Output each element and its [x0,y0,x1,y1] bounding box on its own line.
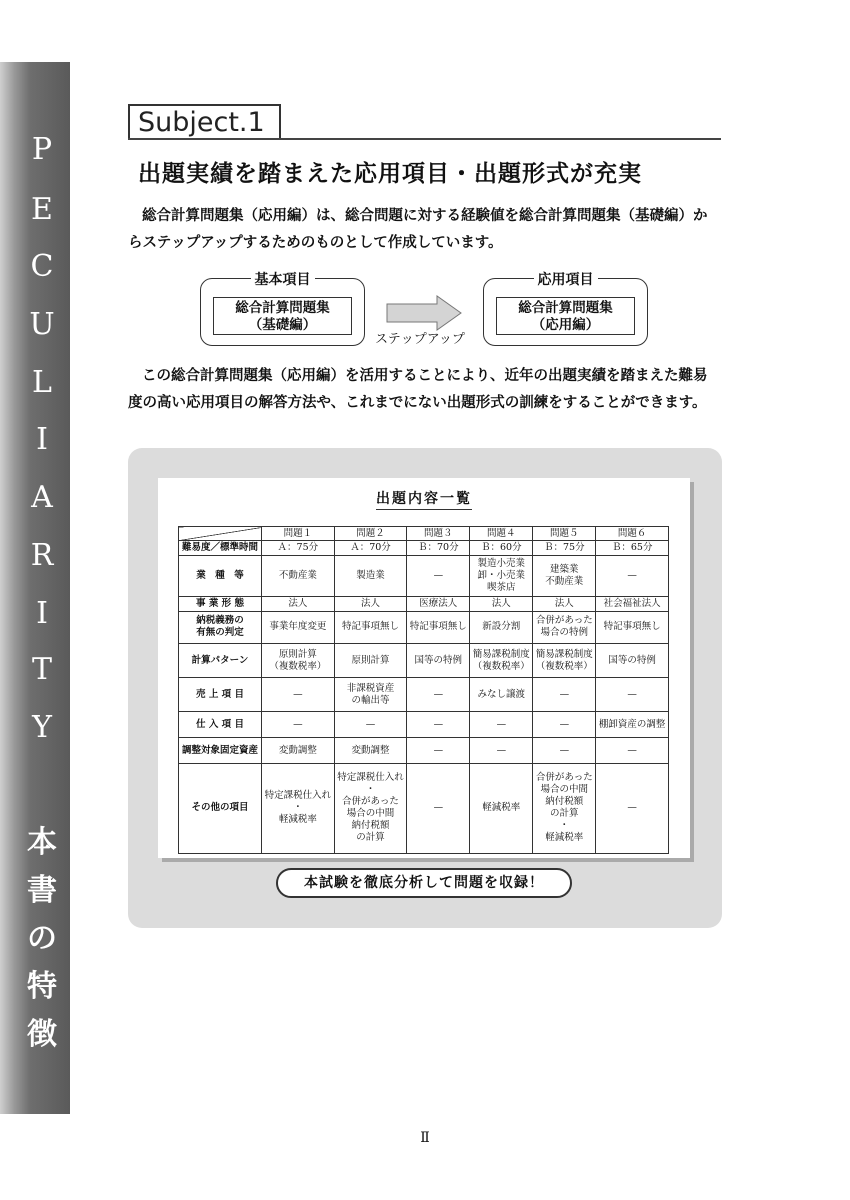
sidebar-letter: E [31,192,53,227]
table-cell: — [533,712,596,738]
table-cell: Ｂ：70分 [407,541,470,556]
sidebar-heading-char: 徴 [27,1017,57,1052]
column-header: 問題５ [533,527,596,541]
sidebar-letter: R [30,538,54,573]
page-number: Ⅱ [420,1130,430,1146]
applied-book-title: 総合計算問題集 [518,300,613,316]
body-line-1: この総合計算問題集（応用編）を活用することにより、近年の出題実績を踏まえた難易 [142,368,708,384]
table-cell: 変動調整 [334,738,407,764]
applied-items-box [483,272,648,346]
sidebar-letter: I [36,596,48,631]
table-cell: 国等の特例 [596,643,669,677]
column-header: 問題３ [407,527,470,541]
table-cell: — [533,678,596,712]
table-cell: 簡易課税制度 （複数税率） [533,643,596,677]
table-cell: — [596,556,669,597]
table-row [179,541,669,556]
body-paragraph [128,363,728,417]
table-cell: Ｂ：65分 [596,541,669,556]
table-cell: — [262,712,335,738]
table-cell: — [596,738,669,764]
table-cell: — [596,763,669,853]
table-row [179,643,669,677]
table-row [179,596,669,611]
row-header: 納税義務の 有無の判定 [179,611,262,643]
table-cell: — [470,712,533,738]
sidebar-letter: Y [32,710,52,745]
row-header: 難易度／標準時間 [179,541,262,556]
basic-book-title: 総合計算問題集 [235,300,330,316]
table-title: 出題内容一覧 [376,491,472,510]
subject-rule [128,138,721,140]
table-cell: 特定課税仕入れ ・ 軽減税率 [262,763,335,853]
content-sheet [158,478,690,858]
table-cell: 簡易課税制度 （複数税率） [470,643,533,677]
table-cell: 国等の特例 [407,643,470,677]
row-header: その他の項目 [179,763,262,853]
table-cell: 原則計算 [334,643,407,677]
table-row [179,556,669,597]
body-line-2: 度の高い応用項目の解答方法や、これまでにない出題形式の訓練をすることができます。 [128,395,707,411]
basic-items-caption: 基本項目 [251,272,315,288]
table-cell: 軽減税率 [470,763,533,853]
intro-line-1: 総合計算問題集（応用編）は、総合問題に対する経験値を総合計算問題集（基礎編）か [142,208,708,224]
row-header: 調整対象固定資産 [179,738,262,764]
subject-label: Subject.1 [128,104,281,138]
applied-items-caption: 応用項目 [534,272,598,288]
table-cell: 法人 [262,596,335,611]
table-cell: Ｂ：60分 [470,541,533,556]
table-cell: 不動産業 [262,556,335,597]
step-up-arrow-icon [385,294,465,332]
column-header: 問題６ [596,527,669,541]
applied-book-edition: （応用編） [531,317,600,333]
basic-items-box [200,272,365,346]
row-header: 計算パターン [179,643,262,677]
table-cell: 特記事項無し [407,611,470,643]
table-cell: 社会福祉法人 [596,596,669,611]
table-cell: 製造小売業 卸・小売業 喫茶店 [470,556,533,597]
table-cell: 合併があった 場合の中間 納付税額 の計算 ・ 軽減税率 [533,763,596,853]
column-header: 問題１ [262,527,335,541]
row-header: 業 種 等 [179,556,262,597]
table-cell: — [407,738,470,764]
intro-line-2: らステップアップするためのものとして作成しています。 [128,235,503,251]
table-cell: — [533,738,596,764]
table-row [179,738,669,764]
table-cell: 新設分割 [470,611,533,643]
table-cell: 法人 [533,596,596,611]
table-cell: 法人 [470,596,533,611]
table-cell: 特記事項無し [596,611,669,643]
table-cell: 非課税資産 の輸出等 [334,678,407,712]
column-header: 問題２ [334,527,407,541]
sidebar-letter: L [32,365,52,400]
table-cell: 事業年度変更 [262,611,335,643]
question-content-table [178,526,669,854]
headline: 出題実績を踏まえた応用項目・出題形式が充実 [138,161,642,187]
sidebar-heading-char: 特 [27,969,57,1004]
row-header: 仕 入 項 目 [179,712,262,738]
table-cell: みなし譲渡 [470,678,533,712]
sidebar-letter: C [30,249,54,284]
table-cell: — [470,738,533,764]
row-header: 売 上 項 目 [179,678,262,712]
sidebar-letter: U [29,307,55,342]
table-cell: Ｂ：75分 [533,541,596,556]
basic-book-edition: （基礎編） [248,317,317,333]
table-row [179,678,669,712]
table-cell: — [407,712,470,738]
table-cell: — [407,556,470,597]
sidebar-letter: T [31,652,52,687]
table-cell: — [407,763,470,853]
table-cell: — [407,678,470,712]
table-cell: — [262,678,335,712]
table-row [179,763,669,853]
step-up-label: ステップアップ [375,332,465,347]
table-cell: 変動調整 [262,738,335,764]
table-cell: 製造業 [334,556,407,597]
table-cell: Ａ：70分 [334,541,407,556]
sidebar [0,62,70,1114]
table-corner [179,527,262,541]
table-cell: 法人 [334,596,407,611]
table-cell: 棚卸資産の調整 [596,712,669,738]
sidebar-letter: P [31,132,53,167]
table-cell: 合併があった 場合の特例 [533,611,596,643]
row-header: 事 業 形 態 [179,596,262,611]
table-cell: 原則計算 （複数税率） [262,643,335,677]
table-cell: 特定課税仕入れ ・ 合併があった 場合の中間 納付税額 の計算 [334,763,407,853]
sidebar-heading-char: 本 [27,825,57,860]
table-row [179,712,669,738]
sidebar-heading-char: の [27,921,57,956]
analysis-banner: 本試験を徹底分析して問題を収録！ [276,868,572,898]
intro-paragraph [128,203,728,257]
table-cell: 特記事項無し [334,611,407,643]
sidebar-heading-char: 書 [27,873,57,908]
sidebar-letter: I [36,422,48,457]
table-cell: — [596,678,669,712]
sidebar-letter: A [31,480,53,515]
table-row [179,611,669,643]
column-header: 問題４ [470,527,533,541]
table-cell: 建築業 不動産業 [533,556,596,597]
table-cell: 医療法人 [407,596,470,611]
table-cell: Ａ：75分 [262,541,335,556]
table-cell: — [334,712,407,738]
